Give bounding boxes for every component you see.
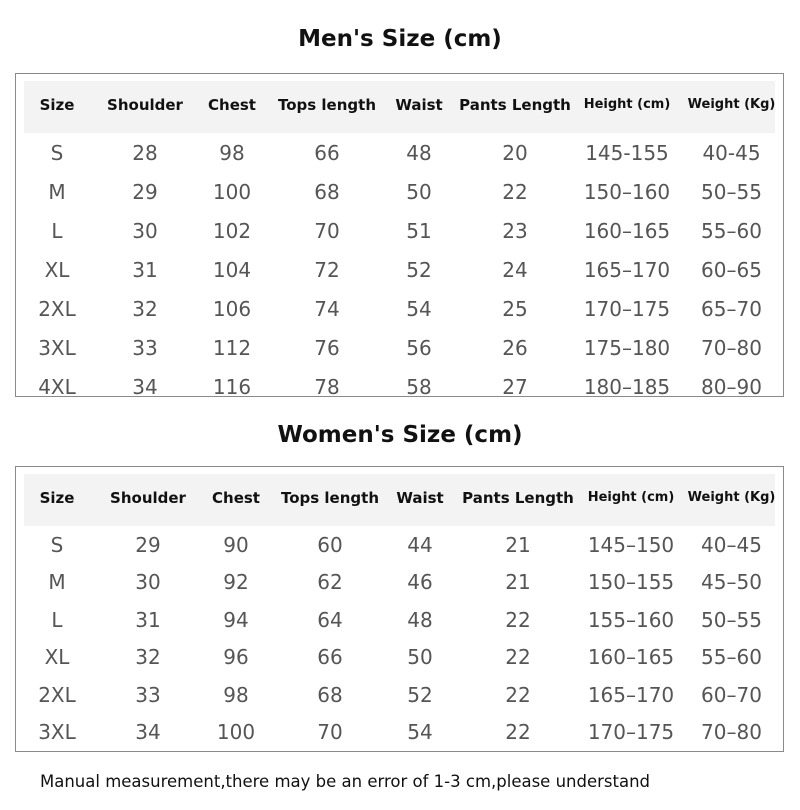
men-size-title: Men's Size (cm) (298, 26, 502, 52)
cell-chest: 104 (212, 257, 252, 282)
table-row (16, 172, 783, 211)
cell-height: 145–150 (587, 532, 675, 557)
cell-height: 170–175 (587, 720, 675, 745)
table-row (16, 526, 783, 564)
cell-chest: 98 (223, 682, 249, 707)
header-size: Size (39, 488, 75, 507)
cell-size: 3XL (38, 720, 76, 745)
cell-waist: 50 (407, 645, 433, 670)
cell-height: 160–165 (583, 218, 671, 243)
cell-shoulder: 34 (132, 374, 158, 399)
cell-chest: 94 (223, 607, 249, 632)
header-height: Height (cm) (587, 490, 675, 505)
table-row (16, 328, 783, 367)
table-row (16, 714, 783, 752)
cell-shoulder: 29 (132, 179, 158, 204)
cell-shoulder: 28 (132, 140, 158, 165)
cell-chest: 90 (223, 532, 249, 557)
cell-tops-length: 60 (317, 532, 343, 557)
cell-weight: 55–60 (701, 645, 762, 670)
cell-height: 175–180 (583, 335, 671, 360)
cell-height: 165–170 (587, 682, 675, 707)
header-pants-length: Pants Length (459, 95, 571, 114)
cell-size: 2XL (38, 296, 76, 321)
cell-height: 145-155 (585, 140, 669, 165)
cell-pants-length: 21 (505, 570, 531, 595)
cell-shoulder: 32 (135, 645, 161, 670)
cell-height: 165–170 (583, 257, 671, 282)
cell-waist: 56 (406, 335, 432, 360)
cell-weight: 45–50 (701, 570, 762, 595)
cell-weight: 70–80 (701, 335, 762, 360)
cell-weight: 60–65 (701, 257, 762, 282)
men-header-row (16, 74, 783, 133)
men-size-table-box (15, 73, 784, 397)
cell-tops-length: 68 (317, 682, 343, 707)
cell-shoulder: 30 (135, 570, 161, 595)
cell-shoulder: 33 (132, 335, 158, 360)
cell-waist: 51 (406, 218, 432, 243)
table-row (16, 250, 783, 289)
cell-pants-length: 22 (502, 179, 528, 204)
cell-shoulder: 29 (135, 532, 161, 557)
header-chest: Chest (212, 488, 260, 507)
cell-shoulder: 34 (135, 720, 161, 745)
women-header-row (16, 467, 783, 526)
header-pants-length: Pants Length (462, 488, 574, 507)
cell-tops-length: 76 (314, 335, 340, 360)
cell-size: S (50, 140, 64, 165)
header-waist: Waist (396, 488, 444, 507)
cell-size: XL (44, 257, 70, 282)
cell-waist: 58 (406, 374, 432, 399)
cell-size: M (48, 570, 66, 595)
cell-waist: 54 (406, 296, 432, 321)
cell-chest: 98 (219, 140, 245, 165)
cell-tops-length: 78 (314, 374, 340, 399)
cell-pants-length: 22 (505, 720, 531, 745)
table-row (16, 601, 783, 639)
cell-waist: 48 (406, 140, 432, 165)
cell-chest: 100 (216, 720, 256, 745)
cell-weight: 50–55 (701, 179, 762, 204)
header-weight: Weight (Kg) (687, 97, 776, 112)
cell-weight: 65–70 (701, 296, 762, 321)
table-row (16, 676, 783, 714)
cell-pants-length: 22 (505, 682, 531, 707)
header-waist: Waist (395, 95, 443, 114)
cell-tops-length: 64 (317, 607, 343, 632)
header-shoulder: Shoulder (107, 95, 183, 114)
cell-shoulder: 33 (135, 682, 161, 707)
cell-size: L (51, 218, 63, 243)
table-row (16, 133, 783, 172)
cell-size: 2XL (38, 682, 76, 707)
cell-size: XL (44, 645, 70, 670)
header-weight: Weight (Kg) (687, 490, 776, 505)
cell-pants-length: 24 (502, 257, 528, 282)
cell-tops-length: 72 (314, 257, 340, 282)
cell-weight: 60–70 (701, 682, 762, 707)
cell-weight: 40–45 (701, 532, 762, 557)
cell-pants-length: 22 (505, 645, 531, 670)
cell-size: 4XL (38, 374, 76, 399)
header-size: Size (39, 95, 75, 114)
women-size-table-box (15, 466, 784, 752)
header-shoulder: Shoulder (110, 488, 186, 507)
header-tops-length: Tops length (277, 95, 376, 114)
table-row (16, 564, 783, 602)
header-height: Height (cm) (583, 97, 671, 112)
cell-height: 150–160 (583, 179, 671, 204)
cell-pants-length: 22 (505, 607, 531, 632)
cell-waist: 52 (406, 257, 432, 282)
cell-height: 180–185 (583, 374, 671, 399)
cell-pants-length: 25 (502, 296, 528, 321)
cell-weight: 80–90 (701, 374, 762, 399)
cell-weight: 55–60 (701, 218, 762, 243)
cell-waist: 48 (407, 607, 433, 632)
cell-waist: 46 (407, 570, 433, 595)
cell-tops-length: 70 (317, 720, 343, 745)
cell-height: 160–165 (587, 645, 675, 670)
cell-pants-length: 21 (505, 532, 531, 557)
table-row (16, 211, 783, 250)
cell-waist: 44 (407, 532, 433, 557)
cell-height: 155–160 (587, 607, 675, 632)
cell-pants-length: 27 (502, 374, 528, 399)
cell-tops-length: 66 (314, 140, 340, 165)
cell-chest: 106 (212, 296, 252, 321)
cell-pants-length: 20 (502, 140, 528, 165)
cell-chest: 112 (212, 335, 252, 360)
cell-height: 170–175 (583, 296, 671, 321)
cell-chest: 116 (212, 374, 252, 399)
women-size-title: Women's Size (cm) (277, 422, 523, 448)
men-size-table (16, 74, 783, 406)
cell-waist: 52 (407, 682, 433, 707)
cell-size: L (51, 607, 63, 632)
header-tops-length: Tops length (280, 488, 379, 507)
cell-weight: 50–55 (701, 607, 762, 632)
cell-waist: 54 (407, 720, 433, 745)
table-row (16, 289, 783, 328)
cell-shoulder: 31 (132, 257, 158, 282)
cell-weight: 70–80 (701, 720, 762, 745)
cell-tops-length: 70 (314, 218, 340, 243)
cell-size: S (50, 532, 64, 557)
cell-height: 150–155 (587, 570, 675, 595)
cell-size: 3XL (38, 335, 76, 360)
cell-chest: 102 (212, 218, 252, 243)
cell-chest: 100 (212, 179, 252, 204)
cell-tops-length: 68 (314, 179, 340, 204)
cell-chest: 92 (223, 570, 249, 595)
cell-shoulder: 31 (135, 607, 161, 632)
women-size-table (16, 467, 783, 751)
measurement-footnote: Manual measurement,there may be an error of 1-3 cm,please understand (40, 772, 651, 791)
cell-tops-length: 74 (314, 296, 340, 321)
cell-size: M (48, 179, 66, 204)
table-row (16, 639, 783, 677)
cell-shoulder: 32 (132, 296, 158, 321)
cell-pants-length: 26 (502, 335, 528, 360)
cell-waist: 50 (406, 179, 432, 204)
cell-weight: 40-45 (702, 140, 761, 165)
cell-pants-length: 23 (502, 218, 528, 243)
cell-tops-length: 66 (317, 645, 343, 670)
header-chest: Chest (208, 95, 256, 114)
cell-chest: 96 (223, 645, 249, 670)
cell-tops-length: 62 (317, 570, 343, 595)
table-row (16, 367, 783, 406)
cell-shoulder: 30 (132, 218, 158, 243)
